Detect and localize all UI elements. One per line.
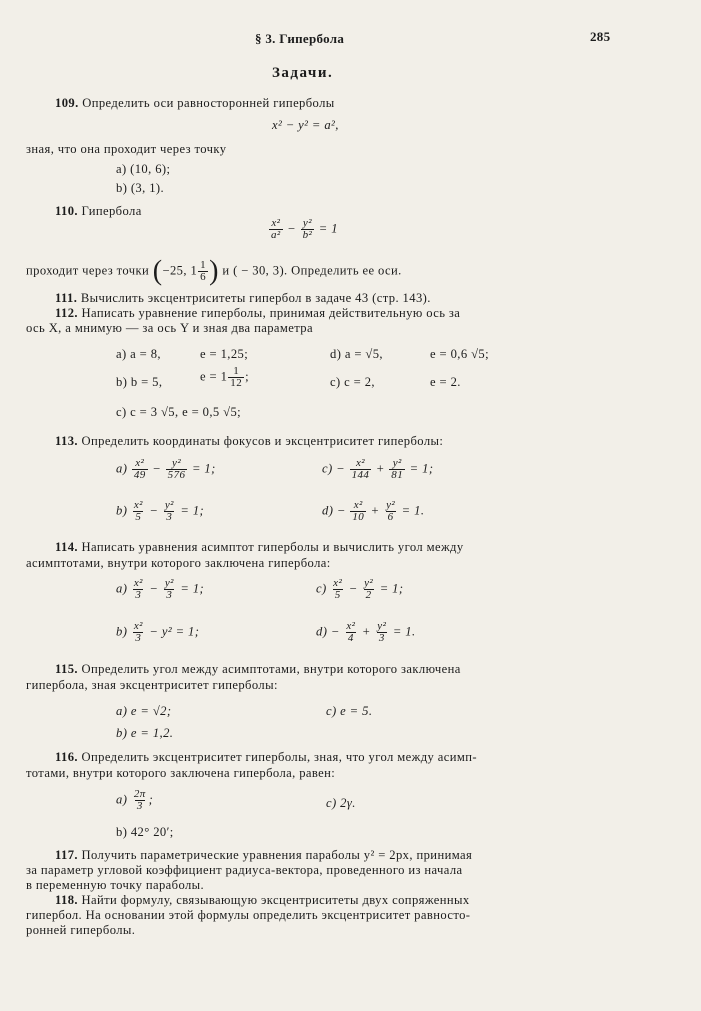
problem-text-continued: в переменную точку параболы. bbox=[26, 878, 205, 892]
problem-number: 115. bbox=[55, 662, 78, 676]
option-d: d) a = √5, bbox=[330, 347, 383, 361]
option-c: c) e = 5. bbox=[326, 704, 373, 718]
option-a: a) e = √2; bbox=[116, 704, 172, 718]
problem-number: 114. bbox=[55, 540, 78, 554]
problem-number: 112. bbox=[55, 306, 78, 320]
option-b: b) 42° 20′; bbox=[116, 825, 174, 839]
problem-text: Определить координаты фокусов и эксцентриситет гиперболы: bbox=[81, 434, 444, 448]
equation: x² − y² = a², bbox=[272, 118, 339, 132]
option-b: b) e = 1,2. bbox=[116, 726, 174, 740]
problem-number: 113. bbox=[55, 434, 78, 448]
fraction: $\frac{1}{12}$ bbox=[230, 365, 243, 389]
option-b: b) b = 5, bbox=[116, 375, 163, 389]
fraction: $\frac{1}{6}$ bbox=[200, 259, 207, 283]
option-b: b) (3, 1). bbox=[116, 181, 165, 195]
problem-114 bbox=[55, 539, 464, 555]
option-a-e: e = 1,25; bbox=[200, 347, 249, 361]
option-a: a) $\frac{\text{x²}}{49}$ − $\frac{\text{y²}}{576}$ = 1; bbox=[116, 457, 216, 481]
option-c: c) 2γ. bbox=[326, 796, 356, 810]
fraction: $\frac{\text{y²}}{\text{b²}}$ bbox=[302, 217, 313, 241]
problem-number: 109. bbox=[55, 96, 79, 110]
option-b: b) $\frac{\text{x²}}{3}$ − y² = 1; bbox=[116, 620, 200, 644]
option-c: c) $\frac{\text{x²}}{5}$ − $\frac{\text{y²}}{2}$ = 1; bbox=[316, 577, 404, 601]
problem-116 bbox=[55, 749, 477, 765]
option-d-e: e = 0,6 √5; bbox=[430, 347, 489, 361]
option-c-alt: c) c = 3 √5, e = 0,5 √5; bbox=[116, 405, 242, 419]
option-d: d) − $\frac{\text{x²}}{10}$ + $\frac{\text{y²}}{6}$ = 1. bbox=[322, 499, 425, 523]
problem-text: Написать уравнения асимптот гиперболы и вычислить угол между bbox=[81, 540, 464, 554]
option-a: a) a = 8, bbox=[116, 347, 161, 361]
option-a: a) $\frac{2\pi}{3}$ ; bbox=[116, 788, 154, 812]
problem-text: Определить эксцентриситет гиперболы, зная, что угол между асимп- bbox=[81, 750, 477, 764]
option-d: d) − $\frac{\text{x²}}{4}$ + $\frac{\text{y²}}{3}$ = 1. bbox=[316, 620, 416, 644]
problem-112 bbox=[55, 305, 460, 321]
problem-117 bbox=[55, 847, 472, 863]
option-b: b) $\frac{\text{x²}}{5}$ − $\frac{\text{y²}}{3}$ = 1; bbox=[116, 499, 205, 523]
option-b-e: e = 1 $\frac{1}{12}$ ; bbox=[200, 365, 250, 389]
problem-text: Получить параметрические уравнения параболы y² = 2px, принимая bbox=[81, 848, 473, 862]
problem-number: 116. bbox=[55, 750, 78, 764]
equation: $\frac{\text{x²}}{\text{a²}}$ − $\frac{\text{y²}}{\text{b²}}$ = 1 bbox=[271, 217, 338, 241]
option-a: a) $\frac{\text{x²}}{3}$ − $\frac{\text{y²}}{3}$ = 1; bbox=[116, 577, 205, 601]
problem-text-continued: ронней гиперболы. bbox=[26, 923, 136, 937]
page-number: 285 bbox=[590, 29, 611, 44]
problem-text-continued: проходит через точки (−25, 1 $\frac{1}{6}$ ) и ( − 30, 3). Определить ее оси. bbox=[26, 255, 402, 287]
problem-text-continued: тотами, внутри которого заключена гипербола, равен: bbox=[26, 766, 336, 780]
problem-text: Определить угол между асимптотами, внутри которого заключена bbox=[81, 662, 461, 676]
problem-text-continued: ось X, а мнимую — за ось Y и зная два параметра bbox=[26, 321, 313, 335]
problem-number: 110. bbox=[55, 204, 78, 218]
problem-text-continued: асимптотами, внутри которого заключена гипербола: bbox=[26, 556, 331, 570]
problem-number: 117. bbox=[55, 848, 78, 862]
problem-118 bbox=[55, 892, 470, 908]
problem-text-continued: гипербол. На основании этой формулы определить эксцентриситет равносто- bbox=[26, 908, 471, 922]
problem-110 bbox=[55, 203, 142, 219]
option-c: c) − $\frac{\text{x²}}{144}$ + $\frac{\text{y²}}{81}$ = 1; bbox=[322, 457, 434, 481]
option-c: c) c = 2, bbox=[330, 375, 375, 389]
section-title: Задачи. bbox=[272, 65, 334, 81]
option-a: a) (10, 6); bbox=[116, 162, 171, 176]
problem-text-continued: гипербола, зная эксцентриситет гиперболы: bbox=[26, 678, 278, 692]
problem-text-continued: зная, что она проходит через точку bbox=[26, 142, 227, 156]
problem-109 bbox=[55, 95, 335, 111]
problem-text: Гипербола bbox=[81, 204, 142, 218]
problem-number: 111. bbox=[55, 291, 78, 305]
problem-113 bbox=[55, 433, 443, 449]
problem-text: Определить оси равносторонней гиперболы bbox=[82, 96, 335, 110]
running-header: § 3. Гипербола bbox=[255, 31, 345, 46]
problem-115 bbox=[55, 661, 461, 677]
problem-text: Найти формулу, связывающую эксцентриситеты двух сопряженных bbox=[81, 893, 470, 907]
problem-text-continued: за параметр угловой коэффициент радиуса-вектора, проведенного из начала bbox=[26, 863, 463, 877]
fraction: $\frac{\text{x²}}{\text{a²}}$ bbox=[271, 217, 281, 241]
option-c-e: e = 2. bbox=[430, 375, 461, 389]
problem-111 bbox=[55, 290, 431, 306]
problem-text: Написать уравнение гиперболы, принимая действительную ось за bbox=[81, 306, 461, 320]
problem-number: 118. bbox=[55, 893, 78, 907]
problem-text: Вычислить эксцентриситеты гипербол в задаче 43 (стр. 143). bbox=[80, 291, 431, 305]
